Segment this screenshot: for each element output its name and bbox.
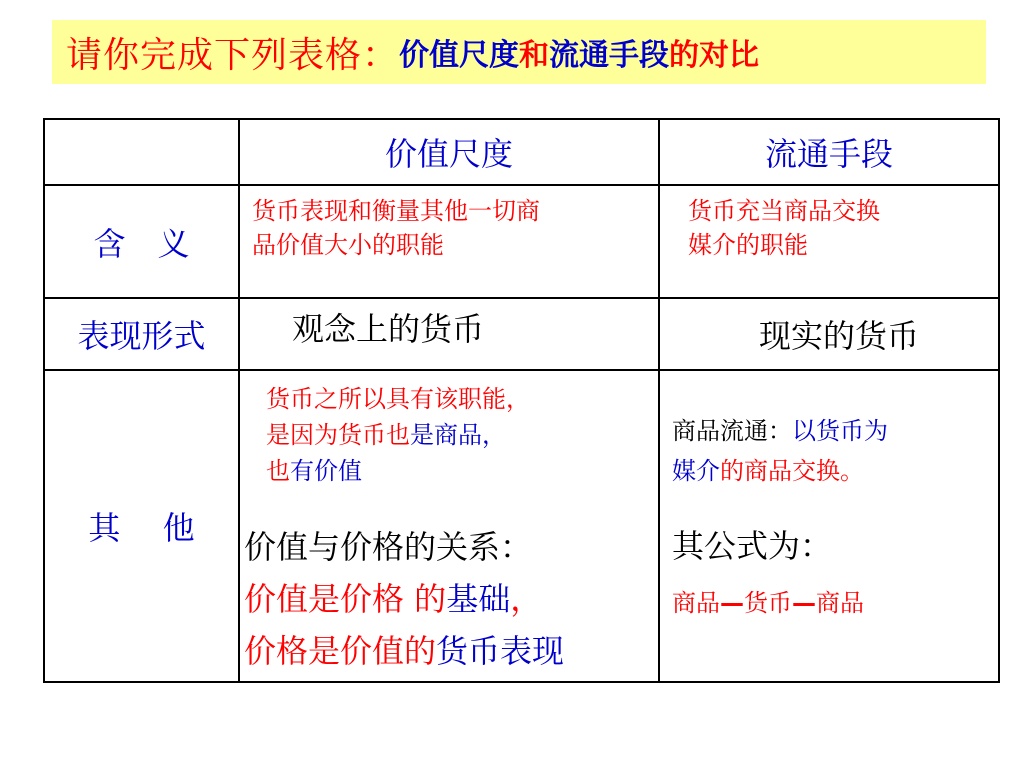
form-label-cell <box>44 298 239 370</box>
other-value-measure-cell <box>239 370 659 682</box>
title-value-measure: 价值尺度 <box>399 38 520 73</box>
header-cell-value-measure <box>239 119 659 185</box>
form-value-measure-cell <box>239 298 659 370</box>
title-and: 和 <box>519 38 550 73</box>
form-circulation-text: 现实的货币 <box>758 317 919 355</box>
value-reason-text: 货币之所以具有该职能， 是因为货币也是商品， 也有价值 <box>266 385 530 485</box>
commodity-circulation-definition: 商品流通：以货币为 媒介的商品交换。 <box>672 417 888 485</box>
meaning-value-measure-cell <box>239 185 659 298</box>
meaning-row <box>44 185 999 298</box>
other-label: 其 他 <box>88 509 195 547</box>
meaning-label-cell <box>44 185 239 298</box>
meaning-label: 含 义 <box>93 224 190 263</box>
meaning-circulation-text: 货币充当商品交换 媒介的职能 <box>688 197 880 259</box>
form-row <box>44 298 999 370</box>
form-label: 表现形式 <box>77 317 206 355</box>
header-row <box>44 119 999 185</box>
formula-chain: 商品—货币—商品 <box>672 589 864 617</box>
meaning-value-measure-text: 货币表现和衡量其他一切商 品价值大小的职能 <box>252 197 540 259</box>
other-circulation-cell <box>659 370 999 682</box>
title-of: 的 <box>669 38 700 73</box>
other-label-cell <box>44 370 239 682</box>
relation-title: 价值与价格的关系： <box>244 528 533 566</box>
comparison-table <box>43 118 1000 683</box>
form-circulation-cell <box>659 298 999 370</box>
other-row <box>44 370 999 682</box>
formula-title: 其公式为： <box>672 527 833 565</box>
header-circulation: 流通手段 <box>764 135 893 173</box>
header-value-measure: 价值尺度 <box>384 135 513 173</box>
form-value-measure-text: 观念上的货币 <box>292 310 485 348</box>
header-cell-empty <box>44 119 239 185</box>
meaning-circulation-cell <box>659 185 999 298</box>
title-compare: 对比 <box>699 38 760 73</box>
title-banner <box>52 20 986 84</box>
title-circulation: 流通手段 <box>549 38 670 73</box>
title-prefix: 请你完成下列表格： <box>66 34 400 76</box>
value-price-relation: 价值与价格的关系： 价值是价格 的基础， 价格是价值的货币表现 <box>244 528 565 670</box>
header-cell-circulation <box>659 119 999 185</box>
